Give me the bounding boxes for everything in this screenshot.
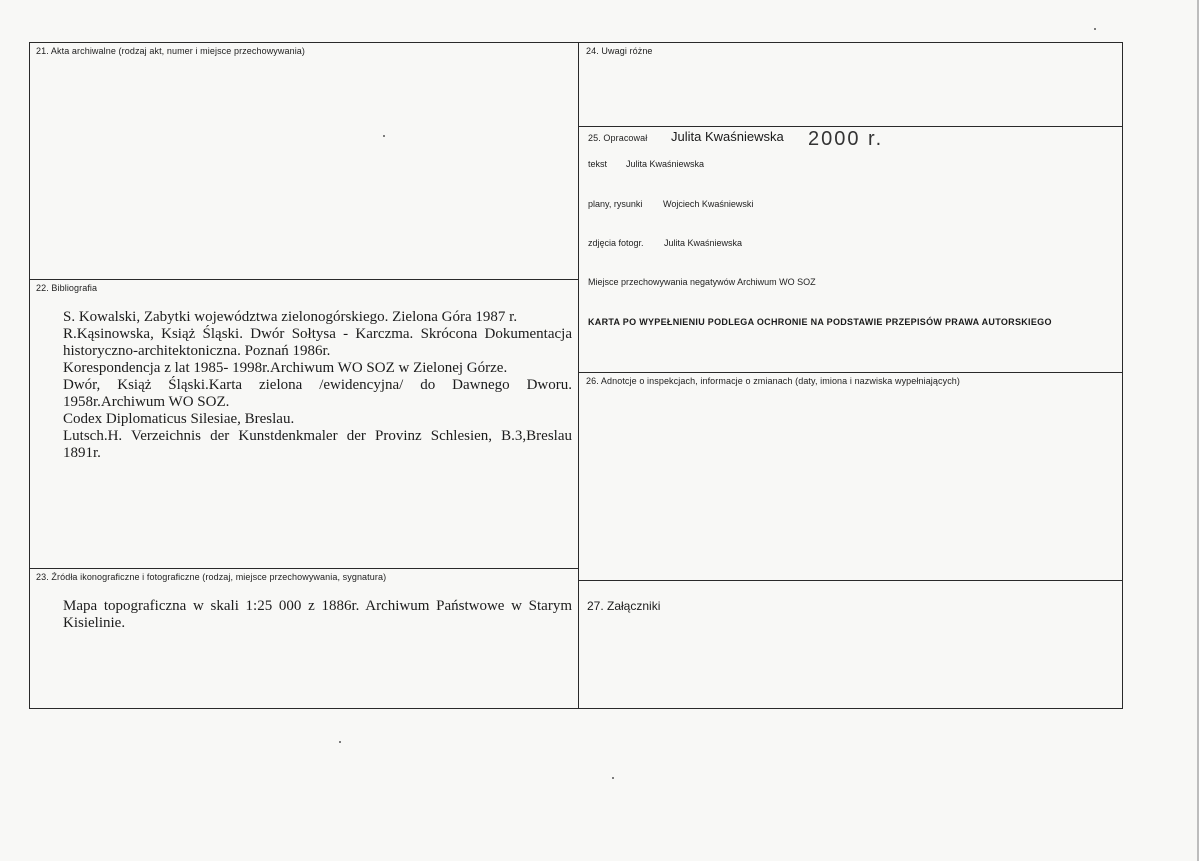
text-author-label: tekst <box>588 159 608 169</box>
section-22-bibliography <box>29 279 579 569</box>
text-author-value: Julita Kwaśniewska <box>626 159 705 169</box>
section-23-iconographic-sources <box>29 568 579 709</box>
section-25-label: 25. Opracował <box>588 133 648 143</box>
section-27-attachments <box>578 580 1123 709</box>
section-22-label: 22. Bibliografia <box>36 283 98 293</box>
bibliography-entry: S. Kowalski, Zabytki województwa zielonogórskiego. Zielona Góra 1987 r. <box>63 309 518 325</box>
bibliography-entry: Korespondencja z lat 1985- 1998r.Archiwum WO SOZ w Zielonej Górze. <box>63 360 508 376</box>
plans-author-label: plany, rysunki <box>588 199 643 209</box>
section-21-archival-files <box>29 42 579 280</box>
bibliography-entry: Lutsch.H. Verzeichnis der Kunstdenkmaler der Provinz Schlesien, B.3,Breslau 1891r. <box>63 428 572 461</box>
section-26-label: 26. Adnotcje o inspekcjach, informacje o zmianach (daty, imiona i nazwiska wypełniających) <box>586 376 961 386</box>
section-27-label: 27. Załączniki <box>587 599 661 613</box>
handwritten-year: 2000 r. <box>808 128 884 150</box>
scan-speck <box>339 741 341 743</box>
iconographic-source-text: Mapa topograficzna w skali 1:25 000 z 1886r. Archiwum Państwowe w Starym Kisielinie. <box>63 598 572 631</box>
section-24-label: 24. Uwagi różne <box>586 46 653 56</box>
section-24-remarks <box>578 42 1123 127</box>
section-25-prepared-by <box>578 126 1123 373</box>
bibliography-list <box>63 309 572 462</box>
scan-speck <box>612 777 614 779</box>
section-26-inspection-notes <box>578 372 1123 581</box>
section-23-label: 23. Źródła ikonograficzne i fotograficzne (rodzaj, miejsce przechowywania, sygnatura) <box>36 572 387 582</box>
scan-speck <box>1094 28 1096 30</box>
scan-speck <box>383 135 385 137</box>
plans-author-value: Wojciech Kwaśniewski <box>663 199 754 209</box>
bibliography-entry: Dwór, Książ Śląski.Karta zielona /ewidencyjna/ do Dawnego Dworu. 1958r.Archiwum WO SOZ. <box>63 377 572 410</box>
photos-author-label: zdjęcia fotogr. <box>588 238 644 248</box>
copyright-notice: KARTA PO WYPEŁNIENIU PODLEGA OCHRONIE NA PODSTAWIE PRZEPISÓW PRAWA AUTORSKIEGO <box>588 317 1052 327</box>
bibliography-entry: Codex Diplomaticus Silesiae, Breslau. <box>63 411 295 427</box>
photos-author-value: Julita Kwaśniewska <box>664 238 743 248</box>
section-21-label: 21. Akta archiwalne (rodzaj akt, numer i miejsce przechowywania) <box>36 46 306 56</box>
negatives-location: Miejsce przechowywania negatywów Archiwum WO SOZ <box>588 277 816 287</box>
bibliography-entry: R.Kąsinowska, Książ Śląski. Dwór Sołtysa - Karczma. Skrócona Dokumentacja historyczno-architektoniczna. Poznań 1986r. <box>63 326 572 359</box>
author-name: Julita Kwaśniewska <box>671 129 784 144</box>
